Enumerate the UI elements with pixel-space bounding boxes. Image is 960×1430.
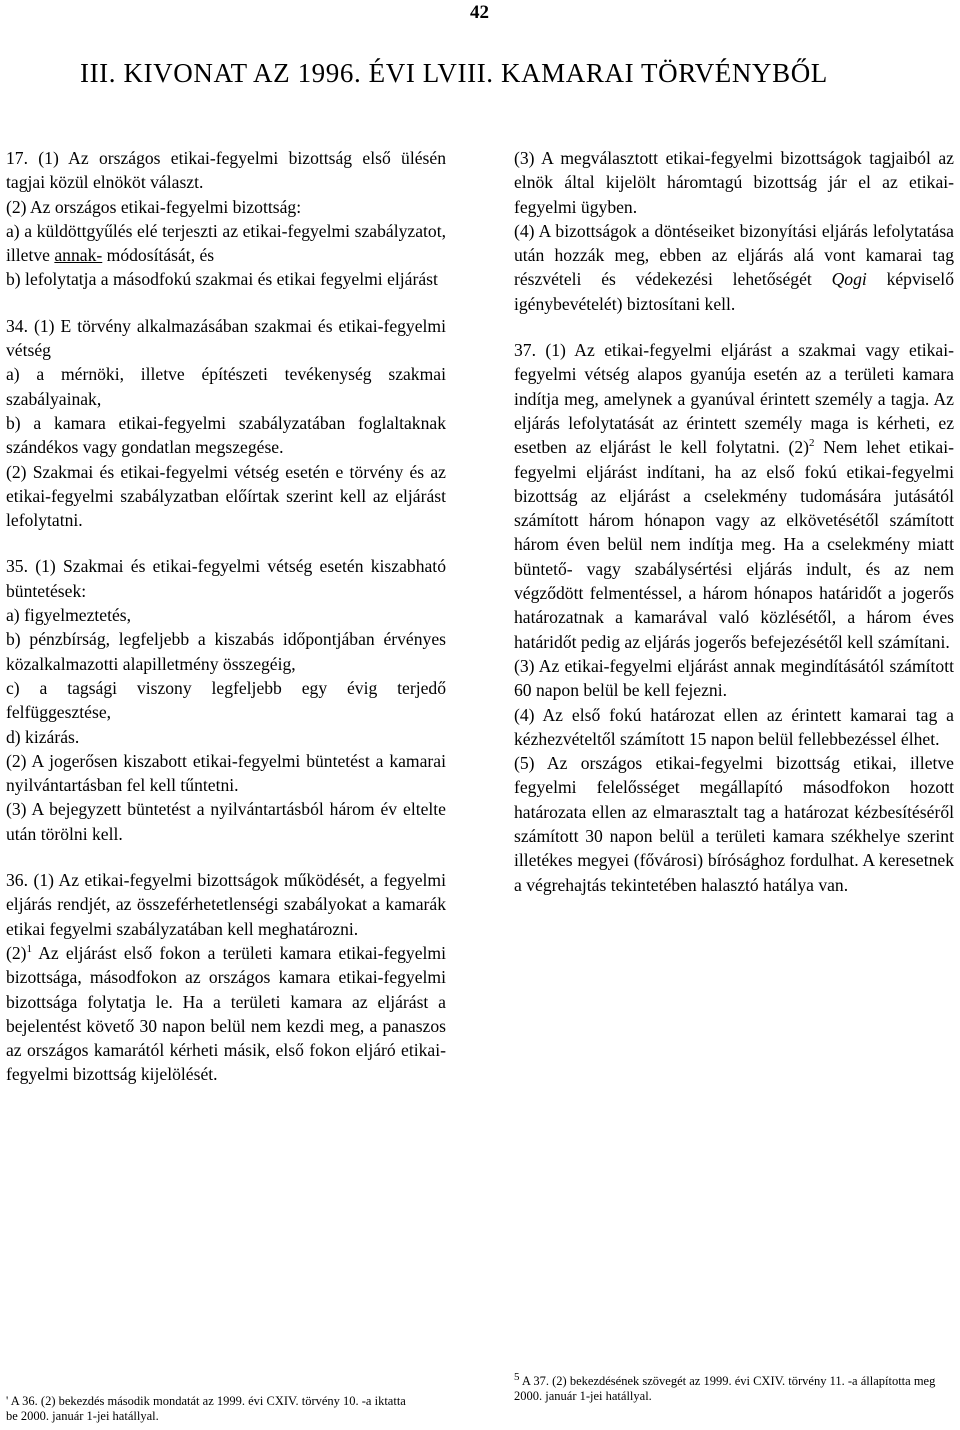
section-35-item-d: d) kizárás. <box>6 726 80 747</box>
underlined-word: annak- <box>54 245 103 266</box>
footnote-marker: 2 <box>809 437 815 450</box>
footnote-right-text: A 37. (2) bekezdésének szövegét az 1999. évi CXIV. törvény 11. -a állapította meg 2000. január 1-jei hatállyal. <box>514 1374 936 1403</box>
section-36-paragraph-2 <box>6 941 446 1087</box>
left-column <box>6 146 446 1087</box>
section-17-item-a-tail: módosítását, és <box>102 245 215 266</box>
section-17-paragraph-1: 17. (1) Az országos etikai-fegyelmi bizottság első ülésén tagjai közül elnököt választ. <box>6 148 446 193</box>
section-37-paragraph-2-text: Nem lehet etikai-fegyelmi eljárást indítani, ha az első fokú etikai-fegyelmi bizottság az eljárást a cselekmény tudomására jutásától számított három hónapon vagy az elkövetésétől számított három éven belül nem indítja meg. Ha a cselekmény miatt büntető- vagy szabálysértési eljárás indult, és az nem végződött felmentéssel, a három hónapos határidőt a jogerős határozatnak a kamarával való közlésétől, a három éves határidőt pedig az eljárás jogerős befejezésétől kell számítani. <box>514 437 954 652</box>
section-36-paragraph-4-tail: képviselő igénybevételét) biztosítani kell. <box>514 269 954 314</box>
section-34-item-a: a) a mérnöki, illetve építészeti tevékenység szakmai szabályainak, <box>6 364 446 409</box>
section-34-paragraph-1: 34. (1) E törvény alkalmazásában szakmai és etikai-fegyelmi vétség <box>6 315 446 361</box>
footnote-left: ' A 36. (2) bekezdés második mondatát az 1999. évi CXIV. törvény 10. -a iktatta be 2000. január 1-jei hatállyal. <box>6 1394 406 1423</box>
section-35-item-a: a) figyelmeztetés, <box>6 605 132 626</box>
section-37-paragraph-4: (4) Az első fokú határozat ellen az érintett kamarai tag a kézhezvételtől számított 15 napon belül fellebbezéssel élhet. <box>514 704 954 749</box>
footnote-number: 5 <box>514 1370 520 1383</box>
section-37-paragraph-3: (3) Az etikai-fegyelmi eljárást annak megindításától számított 60 napon belül be kell fejezni. <box>514 655 954 701</box>
section-17-item-a-text: a) a küldöttgyűlés elé terjeszti az etikai-fegyelmi szabályzatot, illetve <box>6 220 446 266</box>
section-17-item-a <box>6 219 446 268</box>
section-35-paragraph-3: (3) A bejegyzett büntetést a nyilvántartásból három év eltelte után törölni kell. <box>6 799 446 844</box>
section-17-item-b: b) lefolytatja a másodfokú szakmai és etikai fegyelmi eljárást <box>6 269 438 290</box>
right-column <box>514 146 954 897</box>
section-35-item-b: b) pénzbírság, legfeljebb a kiszabás időpontjában érvényes közalkalmazotti alapilletmény összegéig, <box>6 629 446 674</box>
section-36-paragraph-3: (3) A megválasztott etikai-fegyelmi bizottságok tagjaiból az elnök által kijelölt háromtagú bizottság jár el az etikai-fegyelmi ügyben. <box>514 148 954 217</box>
section-35-item-c: c) a tagsági viszony legfeljebb egy évig terjedő felfüggesztése, <box>6 677 446 723</box>
section-37-paragraph-1 <box>514 338 954 654</box>
section-34-paragraph-2: (2) Szakmai és etikai-fegyelmi vétség esetén e törvény és az etikai-fegyelmi szabályzatban előírtak szerint kell az eljárást lefolytatni. <box>6 461 446 531</box>
footnote-right <box>514 1370 944 1404</box>
section-36-paragraph-1: 36. (1) Az etikai-fegyelmi bizottságok működését, a fegyelmi eljárás rendjét, az összeférhetetlenségi szabályokat a kamarák etikai fegyelmi szabályzatában kell meghatározni. <box>6 870 446 939</box>
section-37-paragraph-5: (5) Az országos etikai-fegyelmi bizottság etikai, illetve fegyelmi felelősséget megállapító másodfokon hozott határozata ellen az elmarasztalt tag a határozat kézbesítéséről számított 30 napon belül a területi kamara székhelye szerint illetékes megyei (fővárosi) bírósághoz fordulhat. A keresetnek a végrehajtás tekintetében halasztó hatálya van. <box>514 753 954 895</box>
section-34-item-b: b) a kamara etikai-fegyelmi szabályzatában foglaltaknak szándékos vagy gondatlan megszegése. <box>6 412 446 458</box>
chapter-title: III. KIVONAT AZ 1996. ÉVI LVIII. KAMARAI TÖRVÉNYBŐL <box>80 58 828 88</box>
italic-word: Qogi <box>831 269 867 290</box>
section-36-paragraph-4-text: (4) A bizottságok a döntéseiket bizonyítási eljárás lefolytatása után hozzák meg, ebben az eljárás alá vont kamarai tag részvételi és védekezési lehetőségét <box>514 220 954 290</box>
section-35-paragraph-1: 35. (1) Szakmai és etikai-fegyelmi vétség esetén kiszabható büntetések: <box>6 556 446 601</box>
page-number: 42 <box>470 2 489 23</box>
section-36-paragraph-4 <box>514 219 954 316</box>
section-37-paragraph-1-text: 37. (1) Az etikai-fegyelmi eljárást a szakmai vagy etikai-fegyelmi vétség alapos gyanúja esetén az a területi kamara indítja meg, amelynek a gyanúval érintett személy a tagja. Az eljárás lefolytatását az érintett személy maga is kérheti, ez esetben az eljárást le kell folytatni. (2) <box>514 340 954 458</box>
footnote-marker: 1 <box>26 943 33 956</box>
section-36-paragraph-2-label: (2) <box>6 942 27 963</box>
section-35-paragraph-2: (2) A jogerősen kiszabott etikai-fegyelmi büntetést a kamarai nyilvántartásban fel kell tűntetni. <box>6 750 446 796</box>
section-17-paragraph-2: (2) Az országos etikai-fegyelmi bizottság: <box>6 196 302 217</box>
section-36-paragraph-2-text: Az eljárást első fokon a területi kamara etikai-fegyelmi bizottsága, másodfokon az országos kamara etikai-fegyelmi bizottsága folytatja le. Ha a területi kamara az eljárást a bejelentést követő 30 napon belül nem kezdi meg, a panaszos az országos kamarától kérheti másik, első fokon eljáró etikai-fegyelmi bizottság kijelölését. <box>6 942 446 1085</box>
